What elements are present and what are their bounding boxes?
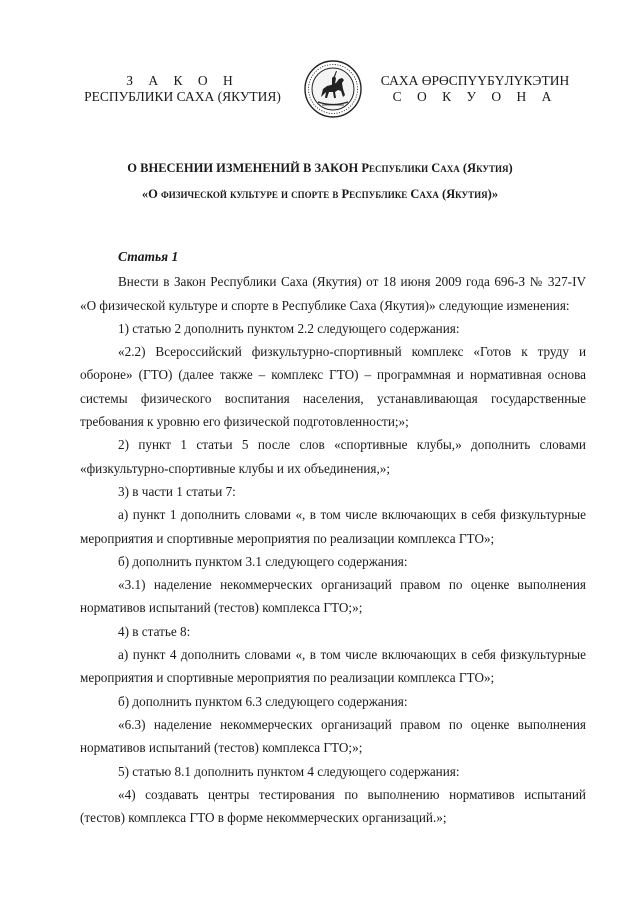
document-title-line2: [60, 186, 580, 202]
title-line1-prefix: О ВНЕСЕНИИ ИЗМЕНЕНИЙ В ЗАКОН: [127, 161, 362, 175]
paragraph: б) дополнить пунктом 3.1 следующего содержания:: [118, 553, 408, 569]
paragraph: 3) в части 1 статьи 7:: [118, 483, 236, 499]
header-left-line2: РЕСПУБЛИКИ САХА (ЯКУТИЯ): [84, 89, 281, 104]
paragraph: Внести в Закон Республики Саха (Якутия) от 18 июня 2009 года 696-З № 327-IV «О физической культуре и спорте в Республике Саха (Якутия)» следующие изменения:: [80, 274, 586, 313]
paragraph: а) пункт 4 дополнить словами «, в том числе включающих в себя физкультурные мероприятия и спортивные мероприятия по реализации комплекса ГТО»;: [80, 647, 586, 686]
paragraph: 5) статью 8.1 дополнить пунктом 4 следующего содержания:: [118, 763, 460, 779]
document-body: [80, 245, 586, 829]
paragraph: «2.2) Всероссийский физкультурно-спортивный комплекс «Готов к труду и обороне» (ГТО) (далее также – комплекс ГТО) – программная и нормативная основа системы физического воспитания населения, устанавливающая государственные требования к уровню его физической подготовленности;»;: [80, 344, 586, 430]
header-right: [360, 73, 590, 105]
header-right-line1: САХА ӨРӨСПҮҮБҮЛҮКЭТИН: [380, 73, 570, 88]
paragraph: «4) создавать центры тестирования по выполнению нормативов испытаний (тестов) комплекса ГТО в форме некоммерческих организаций.»;: [80, 786, 586, 826]
paragraph: «3.1) наделение некоммерческих организаций правом по оценке выполнения нормативов испытаний (тестов) комплекса ГТО;»;: [80, 577, 586, 616]
document-title-line1: [60, 160, 580, 176]
title-line2-smallcaps: физической культуре и спорте в Республике Саха (Якутия): [161, 187, 492, 201]
article-heading: Статья 1: [118, 249, 179, 264]
coat-of-arms-emblem-icon: [303, 59, 363, 119]
paragraph: «6.3) наделение некоммерческих организаций правом по оценке выполнения нормативов испытаний (тестов) комплекса ГТО;»;: [80, 716, 586, 756]
title-line2-suffix: »: [491, 187, 499, 201]
title-line1-smallcaps: Республики Саха (Якутия): [361, 161, 513, 175]
paragraph: 1) статью 2 дополнить пунктом 2.2 следующего содержания:: [118, 320, 460, 336]
header-left-line1: З А К О Н: [126, 73, 239, 88]
paragraph: а) пункт 1 дополнить словами «, в том числе включающих в себя физкультурные мероприятия и спортивные мероприятия по реализации комплекса ГТО»;: [80, 507, 586, 546]
header-right-line2: С О К У О Н А: [392, 89, 558, 104]
paragraph: б) дополнить пунктом 6.3 следующего содержания:: [118, 693, 408, 709]
title-line2-prefix: «О: [141, 187, 162, 201]
header-left: [60, 73, 305, 105]
paragraph: 2) пункт 1 статьи 5 после слов «спортивные клубы,» дополнить словами «физкультурно-спортивные клубы и их объединения,»;: [80, 437, 586, 476]
paragraph: 4) в статье 8:: [118, 623, 191, 639]
